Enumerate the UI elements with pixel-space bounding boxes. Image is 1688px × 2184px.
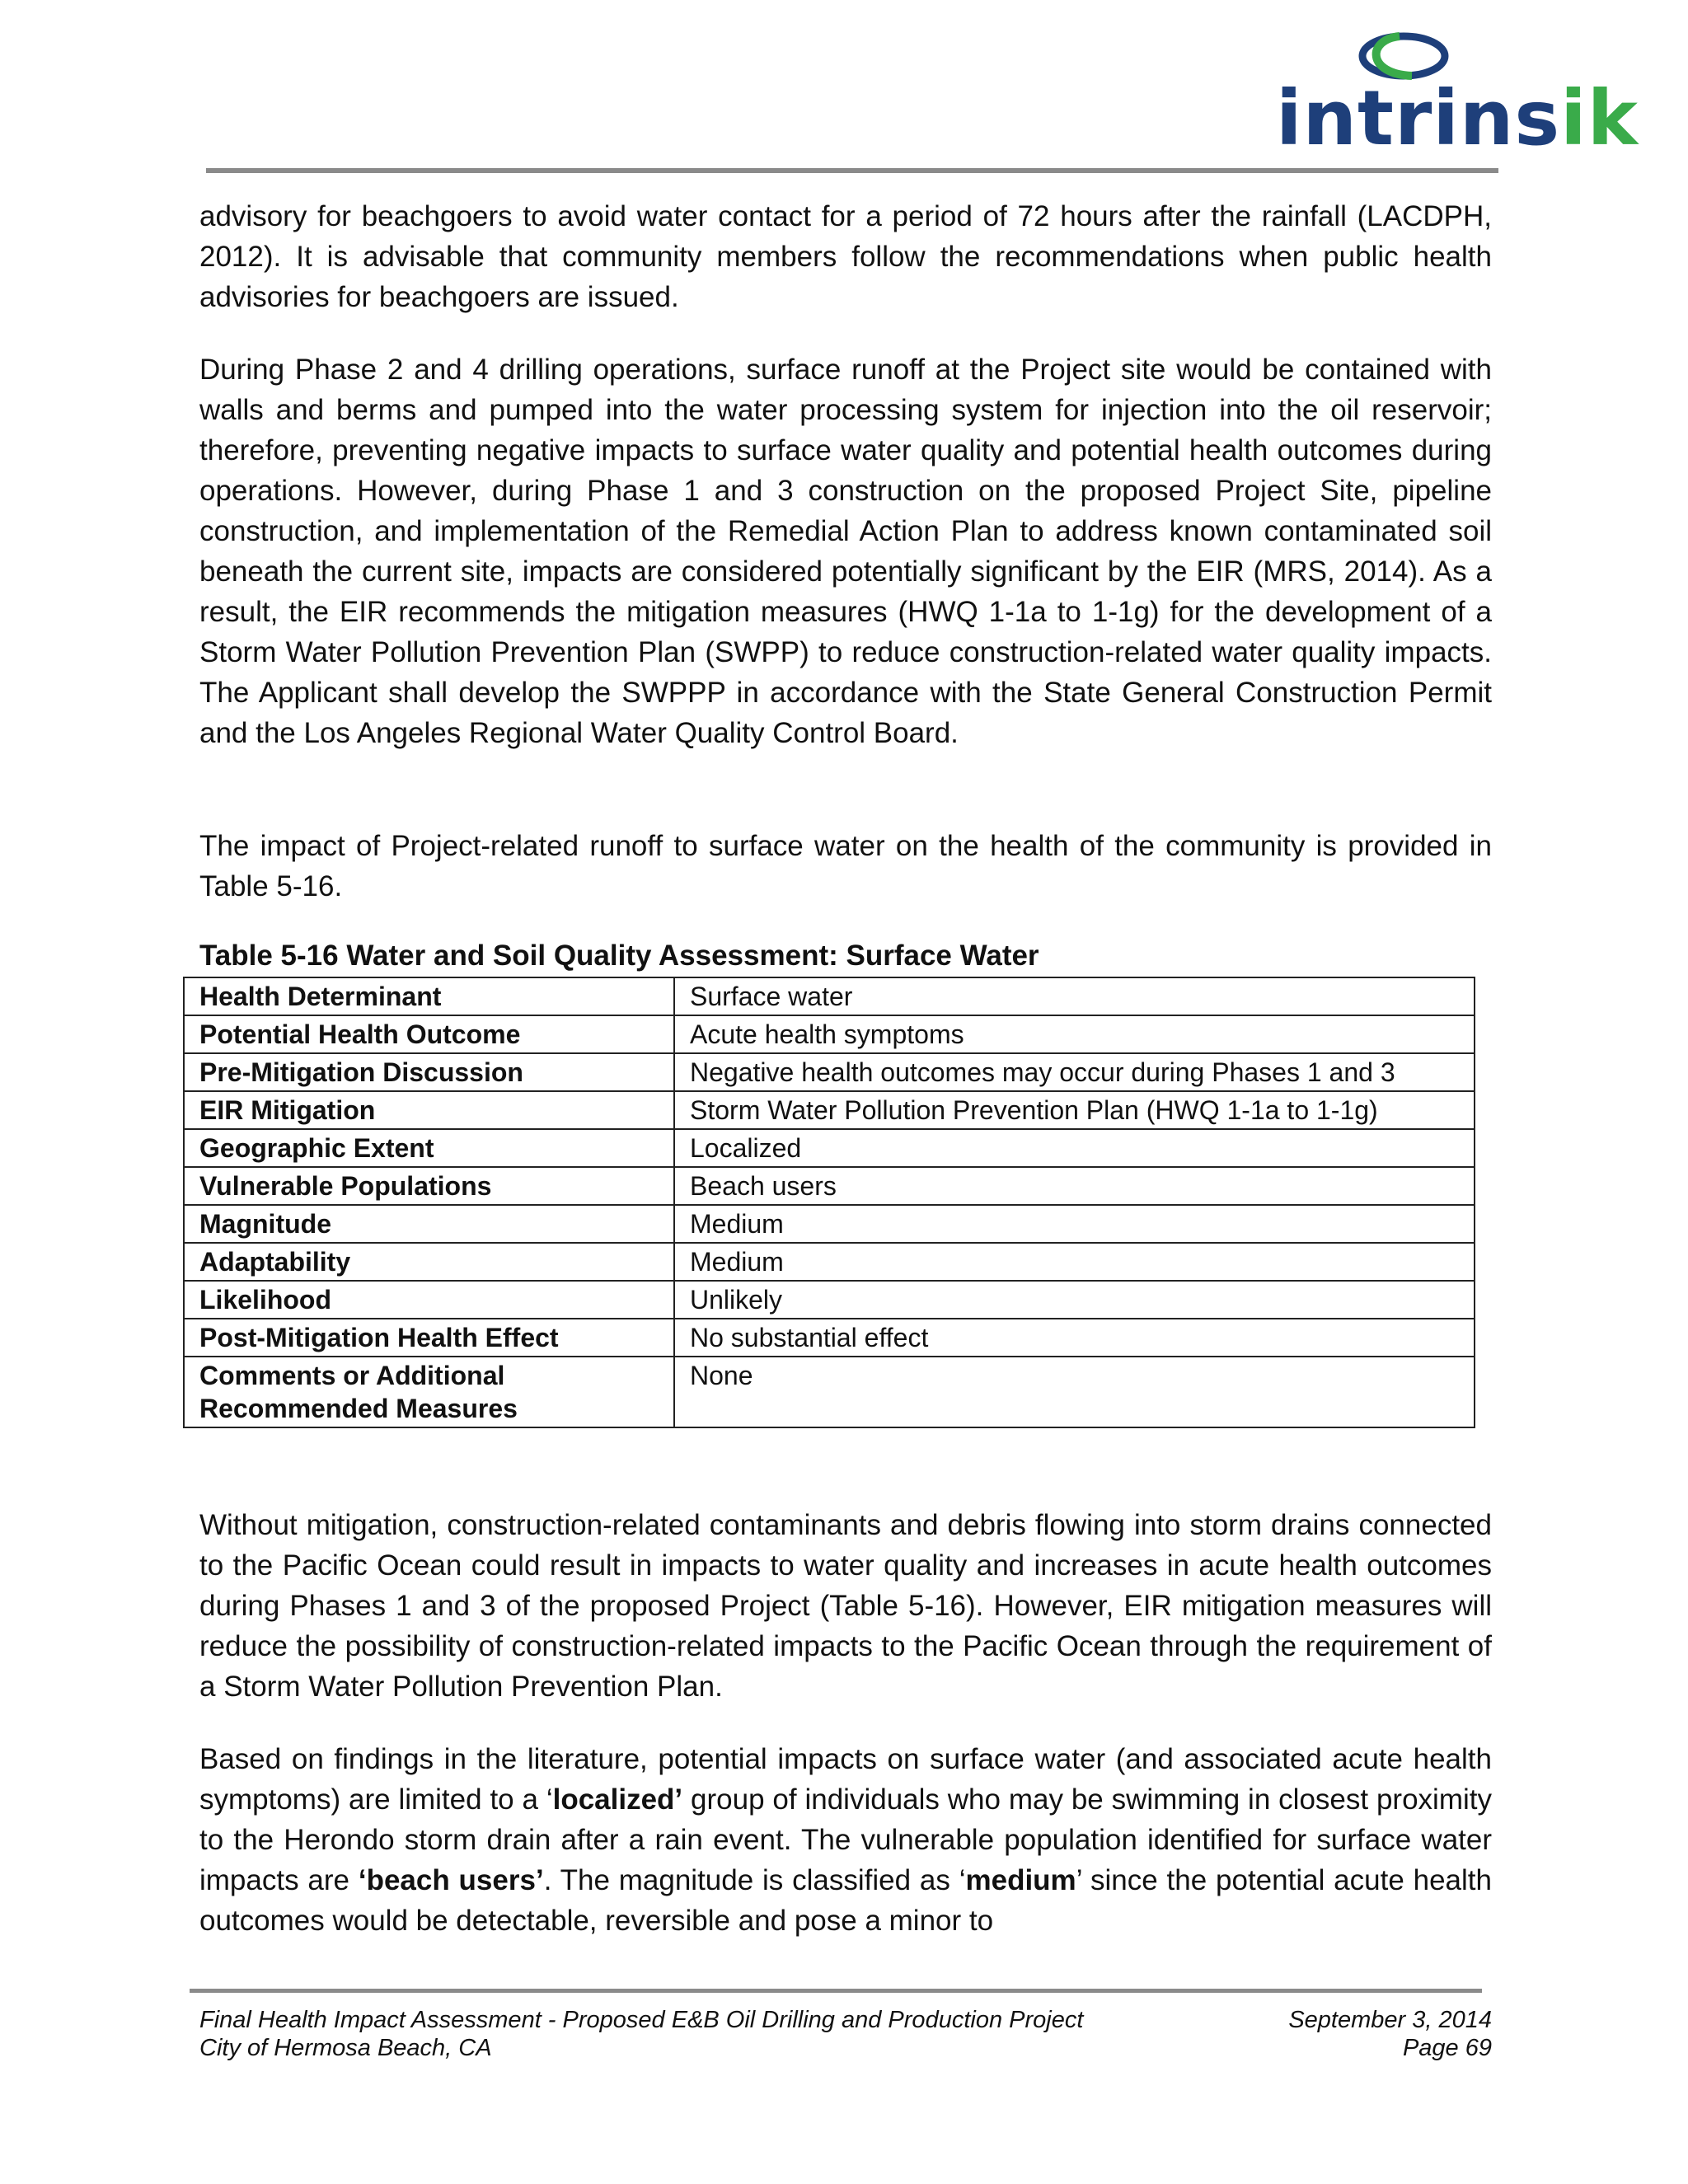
- row-value: No substantial effect: [674, 1319, 1475, 1357]
- table-row: [184, 1015, 1475, 1053]
- row-label: Pre-Mitigation Discussion: [184, 1053, 674, 1091]
- table-row: [184, 1053, 1475, 1091]
- footer-page-number: Page 69: [1402, 2035, 1492, 2061]
- header-divider: [206, 168, 1498, 173]
- row-value: Beach users: [674, 1167, 1475, 1205]
- row-value: Medium: [674, 1205, 1475, 1243]
- table-row: [184, 1243, 1475, 1281]
- footer-title: Final Health Impact Assessment - Proposed E&B Oil Drilling and Production Project: [199, 2007, 1084, 2033]
- row-value: Medium: [674, 1243, 1475, 1281]
- footer-location: City of Hermosa Beach, CA: [199, 2035, 492, 2061]
- row-value: Negative health outcomes may occur during Phases 1 and 3: [674, 1053, 1475, 1091]
- assessment-table: [183, 977, 1475, 1428]
- row-label: Likelihood: [184, 1281, 674, 1319]
- paragraph: Based on findings in the literature, potential impacts on surface water (and associated acute health symptoms) are limited to a ‘localized’ group of individuals who may be swimming in closest proximity to the Herondo storm drain after a rain event. The vulnerable population identified for surface water impacts are ‘beach users’. The magnitude is classified as ‘medium’ since the potential acute health outcomes would be detectable, reversible and pose a minor to: [199, 1743, 1492, 1937]
- row-label: EIR Mitigation: [184, 1091, 674, 1129]
- row-value: Acute health symptoms: [674, 1015, 1475, 1053]
- footer-date: September 3, 2014: [1288, 2007, 1492, 2033]
- row-value: None: [674, 1357, 1475, 1427]
- logo-wordmark: intrinsik: [1276, 74, 1639, 162]
- footer-divider: [190, 1989, 1482, 1993]
- paragraph: During Phase 2 and 4 drilling operations, surface runoff at the Project site would be contained with walls and berms and pumped into the water processing system for injection into the oil reservoir; therefore, preventing negative impacts to surface water quality and potential health outcomes during operations. However, during Phase 1 and 3 construction on the proposed Project Site, pipeline construction, and implementation of the Remedial Action Plan to address known contaminated soil beneath the current site, impacts are considered potentially significant by the EIR (MRS, 2014). As a result, the EIR recommends the mitigation measures (HWQ 1-1a to 1-1g) for the development of a Storm Water Pollution Prevention Plan (SWPP) to reduce construction-related water quality impacts. The Applicant shall develop the SWPPP in accordance with the State General Construction Permit and the Los Angeles Regional Water Quality Control Board.: [199, 354, 1492, 749]
- row-label: Potential Health Outcome: [184, 1015, 674, 1053]
- table-row: [184, 1357, 1475, 1427]
- paragraph: Without mitigation, construction-related contaminants and debris flowing into storm drains connected to the Pacific Ocean could result in impacts to water quality and increases in acute health outcomes during Phases 1 and 3 of the proposed Project (Table 5-16). However, EIR mitigation measures will reduce the possibility of construction-related impacts to the Pacific Ocean through the requirement of a Storm Water Pollution Prevention Plan.: [199, 1509, 1492, 1703]
- logo-swirl-icon: [1350, 31, 1589, 81]
- row-value: Localized: [674, 1129, 1475, 1167]
- row-value: Surface water: [674, 977, 1475, 1015]
- row-label: Geographic Extent: [184, 1129, 674, 1167]
- table-row: [184, 1281, 1475, 1319]
- table-caption: Table 5-16 Water and Soil Quality Assessment: Surface Water: [199, 940, 1039, 972]
- row-label: Adaptability: [184, 1243, 674, 1281]
- table-row: [184, 1129, 1475, 1167]
- table-row: [184, 1205, 1475, 1243]
- row-label: Vulnerable Populations: [184, 1167, 674, 1205]
- row-label: Comments or Additional Recommended Measures: [184, 1357, 674, 1427]
- paragraph: The impact of Project-related runoff to surface water on the health of the community is provided in Table 5-16.: [199, 830, 1492, 902]
- row-label: Post-Mitigation Health Effect: [184, 1319, 674, 1357]
- paragraph: advisory for beachgoers to avoid water contact for a period of 72 hours after the rainfall (LACDPH, 2012). It is advisable that community members follow the recommendations when public health advisories for beachgoers are issued.: [199, 200, 1492, 313]
- table-row: [184, 977, 1475, 1015]
- row-value: Storm Water Pollution Prevention Plan (HWQ 1-1a to 1-1g): [674, 1091, 1475, 1129]
- row-value: Unlikely: [674, 1281, 1475, 1319]
- table-row: [184, 1091, 1475, 1129]
- intrinsik-logo: [1276, 31, 1639, 162]
- table-row: [184, 1319, 1475, 1357]
- row-label: Magnitude: [184, 1205, 674, 1243]
- row-label: Health Determinant: [184, 977, 674, 1015]
- table-row: [184, 1167, 1475, 1205]
